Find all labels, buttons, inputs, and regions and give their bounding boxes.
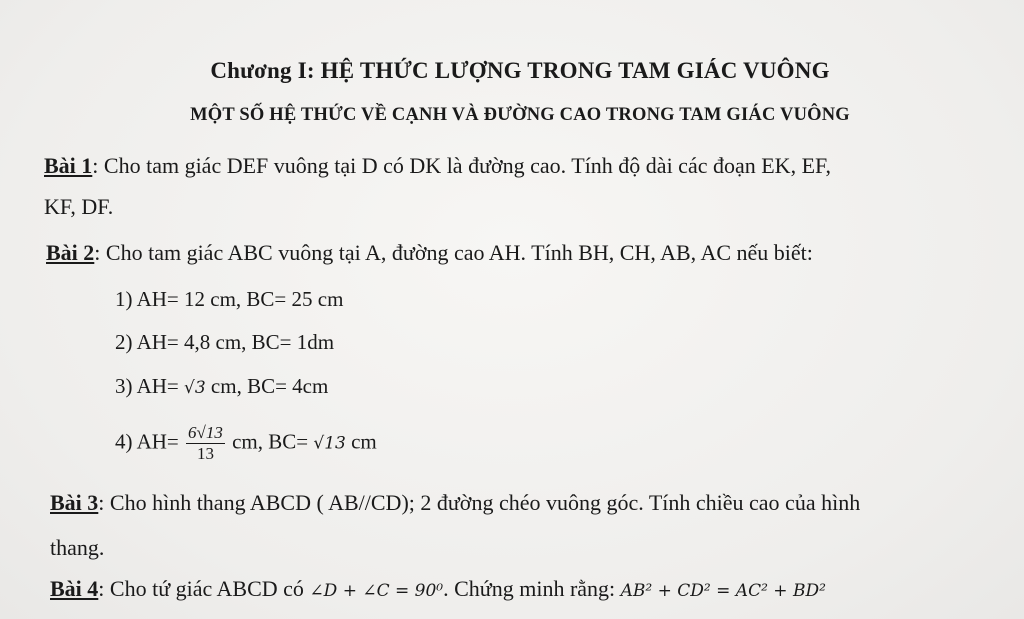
fraction-denominator: 13 <box>196 444 214 463</box>
exercise-3-text: : Cho hình thang ABCD ( AB//CD); 2 đường chéo vuông góc. Tính chiều cao của hình <box>98 490 861 515</box>
exercise-3-label: Bài 3 <box>50 490 99 515</box>
item-3-prefix: 3) AH= <box>115 374 179 398</box>
sqrt-3: √3 <box>184 378 206 398</box>
fraction <box>186 423 225 464</box>
exercise-2-item-3 <box>115 373 328 401</box>
squares-formula: AB² + CD² = AC² + BD² <box>620 581 826 601</box>
item-3-suffix: cm, BC= 4cm <box>205 374 329 398</box>
fraction-numerator: 6√13 <box>188 423 223 442</box>
exercise-3-line-2: thang. <box>50 535 105 560</box>
exercise-1-line-1 <box>44 153 831 179</box>
exercise-2-label: Bài 2 <box>46 240 95 265</box>
exercise-2-line <box>46 240 813 266</box>
exercise-2-text: : Cho tam giác ABC vuông tại A, đường cao AH. Tính BH, CH, AB, AC nếu biết: <box>94 240 813 265</box>
angle-formula: ∠D + ∠C = 90⁰ <box>309 581 444 601</box>
item-4-suffix: cm <box>345 429 377 454</box>
exercise-1-label: Bài 1 <box>44 153 93 178</box>
exercise-4-line <box>50 576 826 604</box>
exercise-3-line-1 <box>50 490 860 516</box>
exercise-4-text-a: : Cho tứ giác ABCD có <box>98 576 310 601</box>
chapter-title: Chương I: HỆ THỨC LƯỢNG TRONG TAM GIÁC VUÔNG <box>210 58 830 83</box>
exercise-1-text: : Cho tam giác DEF vuông tại D có DK là đường cao. Tính độ dài các đoạn EK, EF, <box>92 153 831 178</box>
exercise-4-label: Bài 4 <box>50 576 99 601</box>
exercise-2-item-4 <box>115 423 377 464</box>
exercise-2-item-2: 2) AH= 4,8 cm, BC= 1dm <box>115 330 335 354</box>
exercise-1-line-2: KF, DF. <box>44 194 114 219</box>
sqrt-13: √13 <box>313 433 346 454</box>
section-title: MỘT SỐ HỆ THỨC VỀ CẠNH VÀ ĐƯỜNG CAO TRONG TAM GIÁC VUÔNG <box>190 105 850 125</box>
item-4-mid: cm, BC= <box>232 429 309 454</box>
exercise-2-item-1: 1) AH= 12 cm, BC= 25 cm <box>115 287 344 311</box>
exercise-4-text-b: . Chứng minh rằng: <box>443 576 621 601</box>
item-4-prefix: 4) AH= <box>115 429 179 454</box>
